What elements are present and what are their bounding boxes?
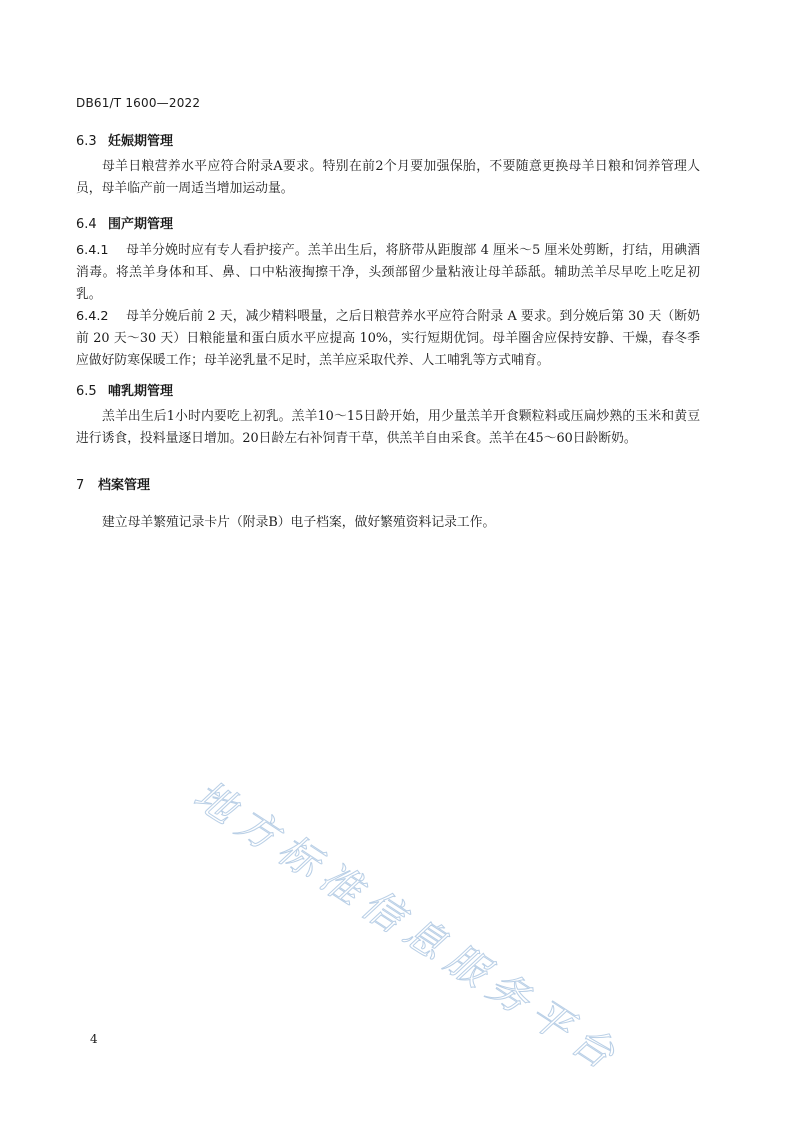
paragraph-text: 母羊分娩时应有专人看护接产。羔羊出生后，将脐带从距腹部 4 厘米～5 厘米处剪断，打结，用碘酒消毒。将羔羊身体和耳、鼻、口中粘液掏擦干净，头颈部留少量粘液让母羊舔舐。辅助羔羊尽早吃上吃足初乳。 xyxy=(76,243,700,302)
page-number: 4 xyxy=(90,1032,98,1046)
watermark-text: 地方标准信息服务平台 xyxy=(185,772,630,1084)
section-title: 档案管理 xyxy=(98,478,151,493)
paragraph-6-4-2 xyxy=(76,306,700,372)
section-heading-7 xyxy=(76,474,150,493)
document-code: DB61/T 1600—2022 xyxy=(76,96,201,110)
paragraph-text: 母羊分娩后前 2 天，减少精料喂量，之后日粮营养水平应符合附录 A 要求。到分娩后第 30 天（断奶前 20 天～30 天）日粮能量和蛋白质水平应提高 10%，实行短期优饲。母羊圈舍应保持安静、干燥，春冬季应做好防寒保暖工作；母羊泌乳量不足时，羔羊应采取代养、人工哺乳等方式哺育。 xyxy=(76,309,700,368)
section-heading-6-3 xyxy=(76,130,173,149)
section-title: 围产期管理 xyxy=(108,217,174,232)
section-title: 哺乳期管理 xyxy=(108,384,174,399)
section-number: 7 xyxy=(76,478,85,493)
section-number: 6.3 xyxy=(76,134,97,149)
section-7-paragraph: 建立母羊繁殖记录卡片（附录B）电子档案，做好繁殖资料记录工作。 xyxy=(102,515,496,530)
paragraph-6-4-1 xyxy=(76,240,700,306)
section-6-5-paragraph: 羔羊出生后1小时内要吃上初乳。羔羊10～15日龄开始，用少量羔羊开食颗粒料或压扁炒熟的玉米和黄豆进行诱食，投料量逐日增加。20日龄左右补饲青干草，供羔羊自由采食。羔羊在45～60日龄断奶。 xyxy=(76,409,700,446)
section-heading-6-4 xyxy=(76,213,173,232)
paragraph-number: 6.4.2 xyxy=(76,309,109,324)
section-title: 妊娠期管理 xyxy=(108,134,174,149)
section-6-3-paragraph: 母羊日粮营养水平应符合附录A要求。特别在前2个月要加强保胎，不要随意更换母羊日粮和饲养管理人员，母羊临产前一周适当增加运动量。 xyxy=(76,159,700,196)
section-number: 6.4 xyxy=(76,217,97,232)
paragraph-number: 6.4.1 xyxy=(76,243,109,258)
section-heading-6-5 xyxy=(76,380,173,399)
section-number: 6.5 xyxy=(76,384,97,399)
